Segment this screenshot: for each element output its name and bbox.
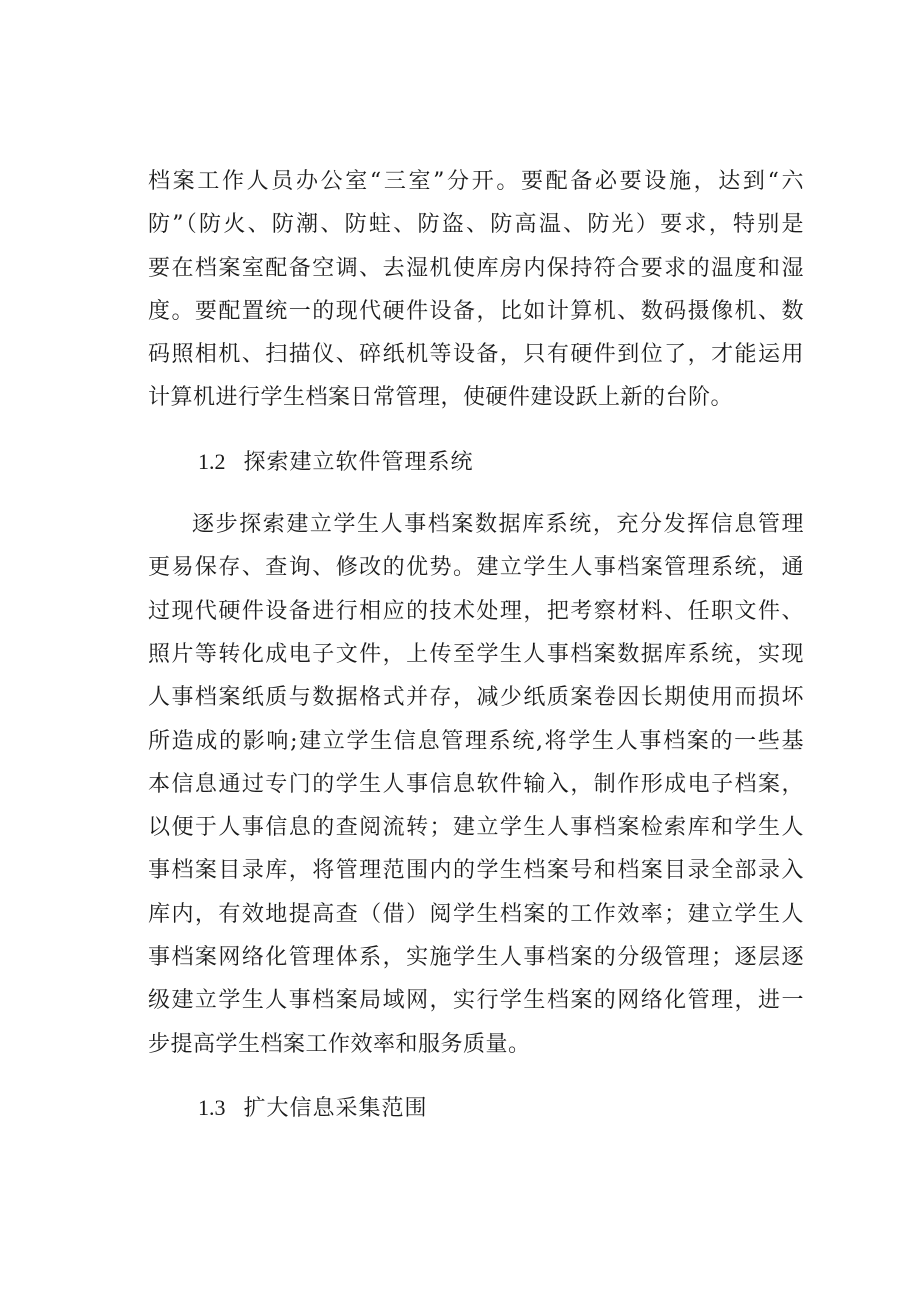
section-title: 探索建立软件管理系统 [243, 449, 474, 475]
paragraph-line: 步提高学生档案工作效率和服务质量。 [148, 1031, 531, 1057]
paragraph-line: 逐步探索建立学生人事档案数据库系统，充分发挥信息管理 [192, 512, 804, 538]
document-body [148, 160, 804, 1129]
paragraph-hardware [148, 160, 804, 420]
section-number: 1.2 [198, 448, 226, 474]
paragraph-line: 以便于人事信息的查阅流转；建立学生人事档案检索库和学生人 [148, 815, 804, 841]
paragraph-line: 所造成的影响;建立学生信息管理系统,将学生人事档案的一些基 [148, 728, 804, 754]
paragraph-line: 度。要配置统一的现代硬件设备，比如计算机、数码摄像机、数 [148, 298, 804, 324]
paragraph-line: 照片等转化成电子文件，上传至学生人事档案数据库系统，实现 [148, 641, 804, 667]
paragraph-line: 事档案网络化管理体系，实施学生人事档案的分级管理；逐层逐 [148, 945, 804, 971]
paragraph-line: 过现代硬件设备进行相应的技术处理，把考察材料、任职文件、 [148, 598, 804, 624]
paragraph-line: 人事档案纸质与数据格式并存，减少纸质案卷因长期使用而损坏 [148, 685, 804, 711]
paragraph-line: 档案工作人员办公室“三室”分开。要配备必要设施，达到“六 [148, 169, 804, 194]
paragraph-line: 库内，有效地提高查（借）阅学生档案的工作效率；建立学生人 [148, 901, 804, 927]
paragraph-line: 更易保存、查询、修改的优势。建立学生人事档案管理系统，通 [148, 555, 804, 581]
paragraph-line: 防”（防火、防潮、防蛀、防盗、防高温、防光）要求，特别是 [148, 212, 804, 238]
section-title: 扩大信息采集范围 [243, 1095, 428, 1121]
paragraph-line: 级建立学生人事档案局域网，实行学生档案的网络化管理，进一 [148, 988, 804, 1014]
paragraph-line: 要在档案室配备空调、去湿机使库房内保持符合要求的温度和湿 [148, 255, 804, 281]
paragraph-line: 本信息通过专门的学生人事信息软件输入，制作形成电子档案， [148, 771, 804, 797]
paragraph-software [148, 503, 804, 1066]
section-heading-1-3 [148, 1086, 804, 1129]
section-number: 1.3 [198, 1094, 226, 1120]
section-heading-1-2 [148, 440, 804, 483]
paragraph-line: 事档案目录库，将管理范围内的学生档案号和档案目录全部录入 [148, 858, 804, 884]
paragraph-line: 码照相机、扫描仪、碎纸机等设备，只有硬件到位了，才能运用 [148, 342, 804, 368]
paragraph-line: 计算机进行学生档案日常管理，使硬件建设跃上新的台阶。 [148, 385, 734, 411]
